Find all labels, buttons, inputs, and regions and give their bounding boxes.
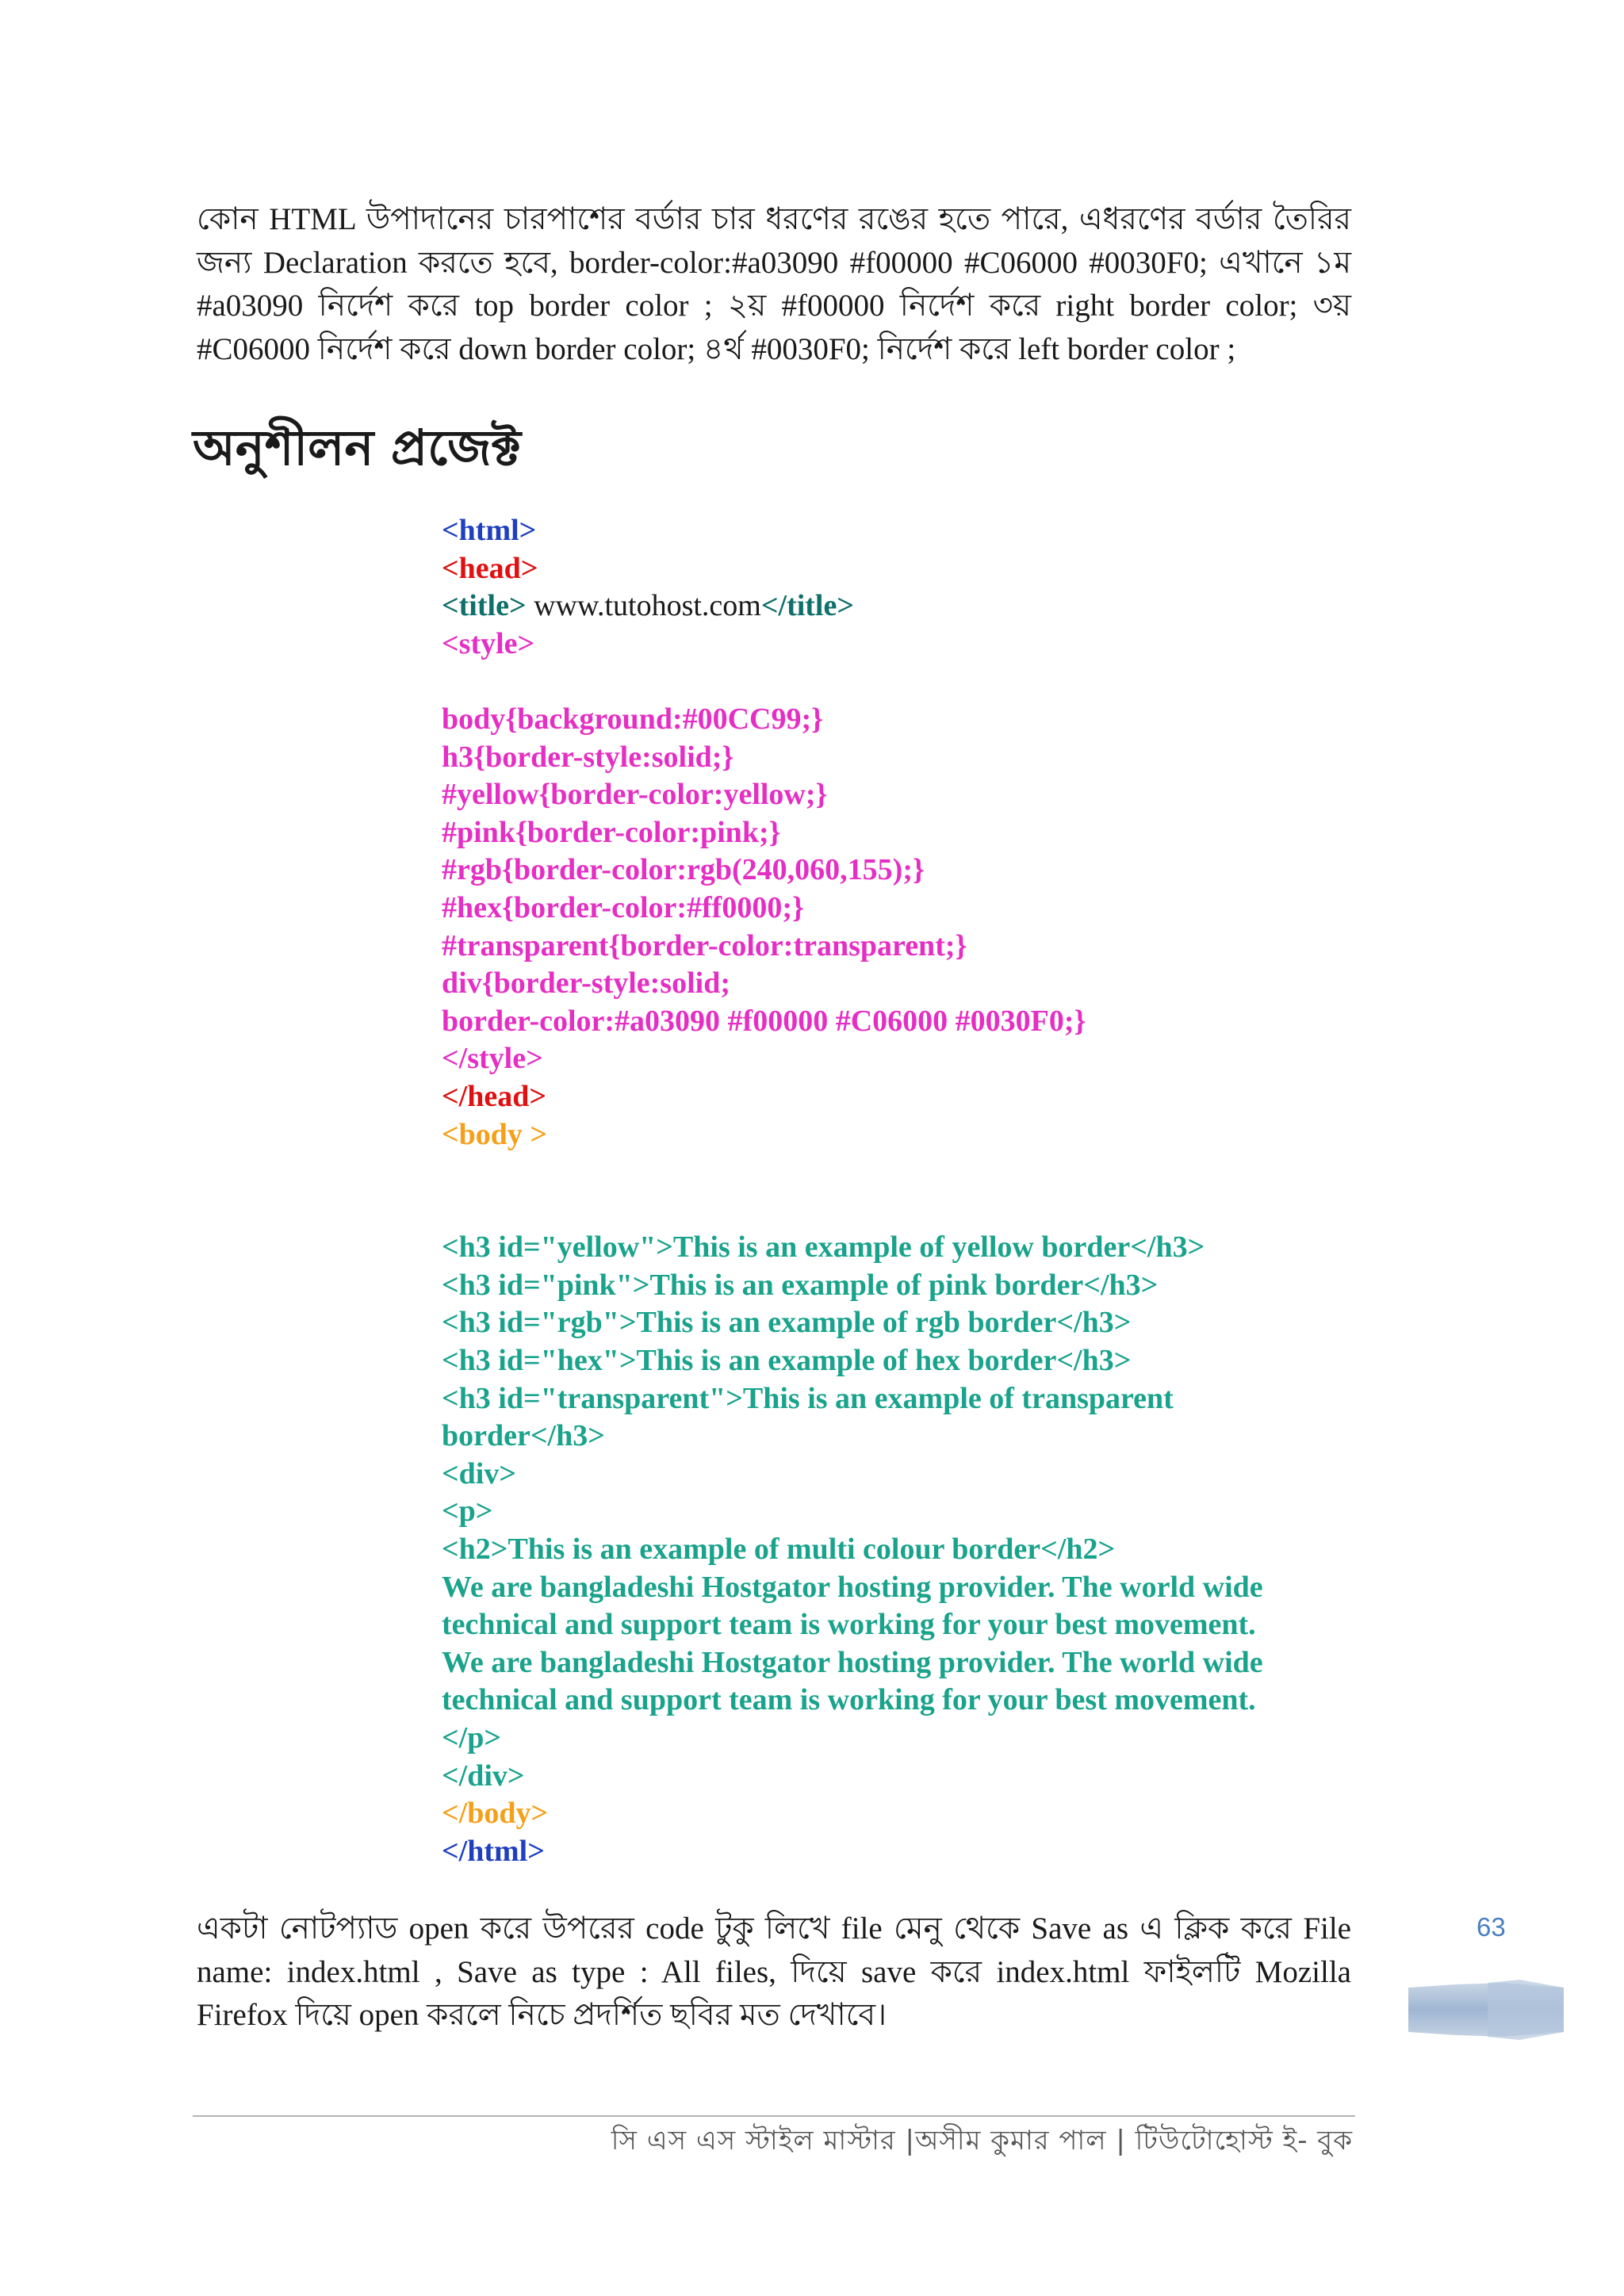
code-line	[442, 1795, 1354, 1833]
code-token: div{border-style:solid;	[442, 966, 730, 1001]
code-token: <h3 id="rgb">This is an example of rgb border</h3>	[442, 1306, 1132, 1340]
code-token: We are bangladeshi Hostgator hosting provider. The world wide	[442, 1645, 1263, 1679]
code-line	[442, 512, 1354, 550]
code-line	[442, 1493, 1354, 1531]
code-line	[442, 1418, 1354, 1456]
code-token: <h3 id="hex">This is an example of hex border</h3>	[442, 1344, 1132, 1378]
code-line	[442, 851, 1354, 890]
code-token: #hex{border-color:#ff0000;}	[442, 890, 804, 924]
page-tab-decoration	[1408, 1980, 1564, 2040]
code-token: border</h3>	[442, 1419, 605, 1453]
code-token: <body >	[442, 1117, 548, 1151]
instructions-text: একটা নোটপ্যাড open করে উপরের code টুকু লিখে file মেনু থেকে Save as এ ক্লিক করে File name: index.html , Save as type : All files, দিয়ে save করে index.html ফাইলটি Mozilla Firefox দিয়ে open করলে নিচে প্রদর্শিত ছবির মত দেখাবে।	[197, 1911, 1351, 2032]
code-token: </div>	[442, 1758, 525, 1793]
code-line	[442, 1456, 1354, 1494]
code-token: <html>	[442, 514, 537, 547]
code-line	[442, 1569, 1354, 1607]
code-line	[442, 890, 1354, 928]
code-line	[442, 1040, 1354, 1078]
code-token: <h2>This is an example of multi colour border</h2>	[442, 1533, 1116, 1567]
footer-text: সি এস এস স্টাইল মাস্টার |অসীম কুমার পাল | টিউটোহোস্ট ই- বুক	[611, 2125, 1353, 2156]
code-token: h3{border-style:solid;}	[442, 740, 734, 774]
code-line	[442, 1267, 1354, 1305]
code-token: <p>	[442, 1494, 493, 1529]
code-token: </p>	[442, 1721, 501, 1755]
code-line	[442, 701, 1354, 739]
instructions-paragraph	[197, 1908, 1351, 2038]
code-token: border-color:#a03090 #f00000 #C06000 #0030F0;}	[442, 1004, 1086, 1038]
code-token: #rgb{border-color:rgb(240,060,155);}	[442, 853, 925, 887]
code-line	[442, 776, 1354, 814]
code-token: #pink{border-color:pink;}	[442, 815, 781, 849]
code-token: We are bangladeshi Hostgator hosting provider. The world wide	[442, 1570, 1263, 1604]
code-line	[442, 1606, 1354, 1644]
code-token: technical and support team is working for your best movement.	[442, 1683, 1256, 1717]
code-line	[442, 626, 1354, 664]
code-token: <div>	[442, 1456, 516, 1490]
code-token: <style>	[442, 626, 535, 660]
code-token: <head>	[442, 551, 538, 585]
code-line	[442, 663, 1354, 701]
code-line	[442, 1342, 1354, 1380]
section-heading: অনুশীলন প্রজেক্ট	[193, 419, 521, 476]
code-token: </body>	[442, 1797, 549, 1831]
code-token: <h3 id="yellow">This is an example of yellow border</h3>	[442, 1230, 1205, 1265]
code-line	[442, 1229, 1354, 1267]
code-line	[442, 1531, 1354, 1569]
code-line	[442, 1304, 1354, 1342]
code-plain-text: www.tutohost.com	[526, 589, 761, 623]
code-listing	[442, 512, 1354, 1870]
code-line	[442, 1192, 1354, 1230]
code-token: <h3 id="pink">This is an example of pink border</h3>	[442, 1268, 1159, 1302]
code-line	[442, 587, 1354, 626]
footer-divider	[193, 2115, 1355, 2117]
intro-paragraph	[197, 198, 1351, 371]
code-token: </style>	[442, 1042, 543, 1076]
code-token: <title>	[442, 589, 527, 623]
code-line	[442, 1644, 1354, 1682]
page-number: 63	[1477, 1912, 1506, 1942]
intro-text: কোন HTML উপাদানের চারপাশের বর্ডার চার ধরণের রঙের হতে পারে, এধরণের বর্ডার তৈরির জন্য Declaration করতে হবে, border-color:#a03090 #f00000 #C06000 #0030F0; এখানে ১ম #a03090 নির্দেশ করে top border color ; ২য় #f00000 নির্দেশ করে right border color; ৩য় #C06000 নির্দেশ করে down border color; ৪র্থ #0030F0; নির্দেশ করে left border color ;	[197, 202, 1351, 366]
code-line	[442, 1154, 1354, 1192]
code-line	[442, 739, 1354, 777]
code-token: <h3 id="transparent">This is an example of transparent	[442, 1381, 1174, 1415]
code-line	[442, 1833, 1354, 1871]
code-line	[442, 1116, 1354, 1154]
code-line	[442, 1682, 1354, 1720]
code-line	[442, 1720, 1354, 1758]
code-token: </head>	[442, 1079, 546, 1113]
code-line	[442, 814, 1354, 852]
code-line	[442, 1380, 1354, 1418]
code-line	[442, 1758, 1354, 1796]
code-token: body{background:#00CC99;}	[442, 702, 824, 736]
code-line	[442, 928, 1354, 966]
code-line	[442, 1003, 1354, 1041]
code-token: #transparent{border-color:transparent;}	[442, 928, 967, 962]
code-line	[442, 965, 1354, 1003]
code-token: technical and support team is working for your best movement.	[442, 1608, 1256, 1642]
code-token: </html>	[442, 1834, 545, 1868]
code-line	[442, 550, 1354, 588]
code-token: </title>	[760, 589, 855, 623]
code-line	[442, 1078, 1354, 1116]
code-token: #yellow{border-color:yellow;}	[442, 778, 828, 812]
